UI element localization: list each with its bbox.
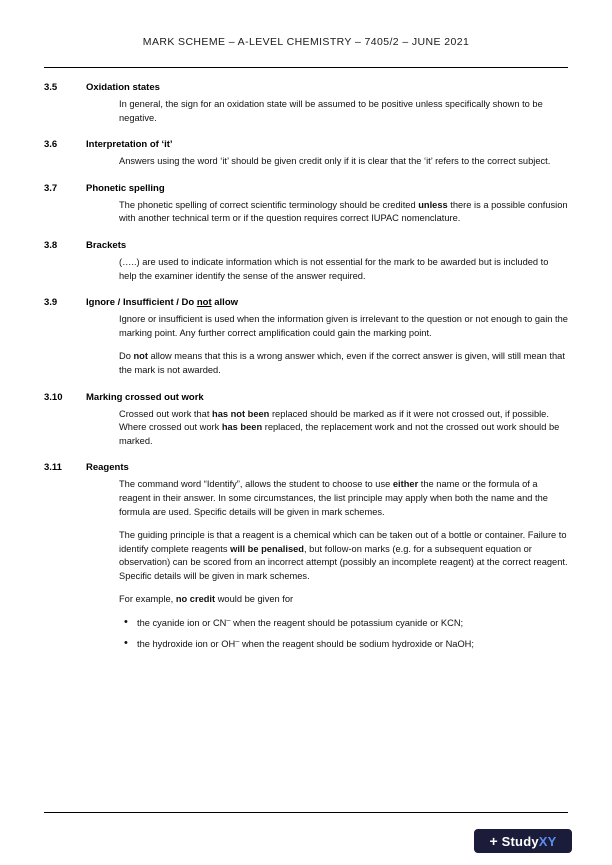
section-title: Phonetic spelling <box>86 182 165 194</box>
section-title: Brackets <box>86 239 127 251</box>
list-item: • the cyanide ion or CN– when the reagent should be potassium cyanide or KCN; <box>137 617 568 631</box>
section-body <box>119 155 568 169</box>
section-body <box>119 98 568 125</box>
section-heading <box>44 392 568 403</box>
header-divider <box>44 67 568 68</box>
section-3-7 <box>44 183 568 226</box>
section-body <box>119 478 568 651</box>
paragraph: For example, no credit would be given for <box>119 594 294 605</box>
section-number: 3.5 <box>44 82 58 93</box>
document-body <box>44 82 568 665</box>
section-heading <box>44 183 568 194</box>
section-heading <box>44 462 568 473</box>
footer-divider <box>44 812 568 813</box>
section-3-9 <box>44 297 568 377</box>
section-heading <box>44 240 568 251</box>
paragraph: Answers using the word ‘it’ should be given credit only if it is clear that the ‘it’ refers to the correct subject. <box>119 156 551 167</box>
paragraph: The phonetic spelling of correct scientific terminology should be credited unless there is a possible confusion with another technical term or if the question requires correct IUPAC nomenclature. <box>119 199 568 224</box>
paragraph: Do not allow means that this is a wrong answer which, even if the correct answer is given, will still mean that the mark is not awarded. <box>119 351 565 375</box>
section-number: 3.11 <box>44 462 62 474</box>
section-body <box>119 199 568 226</box>
section-3-8 <box>44 240 568 283</box>
section-title: Interpretation of ‘it’ <box>86 139 173 151</box>
section-number: 3.6 <box>44 139 58 151</box>
section-body <box>119 256 568 283</box>
section-heading <box>44 139 568 150</box>
watermark-suffix: XY <box>538 833 557 849</box>
paragraph: (…..) are used to indicate information which is not essential for the mark to be awarded but is included to help the examiner identify the sense of the answer required. <box>119 256 549 281</box>
section-number: 3.9 <box>44 297 58 309</box>
section-number: 3.10 <box>44 391 63 403</box>
watermark-label <box>502 834 557 849</box>
section-number: 3.7 <box>44 182 58 194</box>
paragraph: The guiding principle is that a reagent is a chemical which can be taken out of a bottle or container. Failure to identify complete reagents will be penalised, but follow-on marks (e.g. for a subsequent equation or observation) can be scored from an incorrect attempt (possibly an incomplete reagent) at the correct reagent. Specific details will be given in mark schemes. <box>119 530 568 581</box>
paragraph: In general, the sign for an oxidation state will be assumed to be positive unless specifically shown to be negative. <box>119 99 543 123</box>
section-number: 3.8 <box>44 239 58 251</box>
reagent-examples-list <box>119 614 568 651</box>
watermark-name: Study <box>501 833 539 849</box>
paragraph: Ignore or insufficient is used when the information given is irrelevant to the question or not enough to gain the marking point. Any further correct amplification could gain the marking point. <box>119 314 568 338</box>
plus-icon: + <box>489 833 498 849</box>
section-title: Reagents <box>86 462 129 474</box>
section-title: Oxidation states <box>86 82 160 93</box>
section-title: Marking crossed out work <box>86 391 204 403</box>
list-item: • the hydroxide ion or OH– when the reagent should be sodium hydroxide or NaOH; <box>137 638 568 652</box>
section-3-5 <box>44 82 568 125</box>
section-heading <box>44 297 568 308</box>
section-title: Ignore / Insufficient / Do not allow <box>86 297 239 309</box>
paragraph: The command word “Identify”, allows the student to choose to use either the name or the formula of a reagent in their answer. In some circumstances, the list principle may apply when both the name and the formula are used. Specific details will be given in mark schemes. <box>119 479 548 517</box>
paragraph: Crossed out work that has not been replaced should be marked as if it were not crossed out, if possible. Where crossed out work has been replaced, the replacement work and not the crossed out work should be marked. <box>119 408 560 446</box>
section-3-10 <box>44 392 568 449</box>
section-3-6 <box>44 139 568 169</box>
page-header: MARK SCHEME – A-LEVEL CHEMISTRY – 7405/2 – JUNE 2021 <box>142 36 470 48</box>
section-heading <box>44 82 568 93</box>
section-body <box>119 408 568 449</box>
section-body <box>119 313 568 377</box>
section-3-11 <box>44 462 568 651</box>
studyxy-watermark <box>474 829 572 853</box>
